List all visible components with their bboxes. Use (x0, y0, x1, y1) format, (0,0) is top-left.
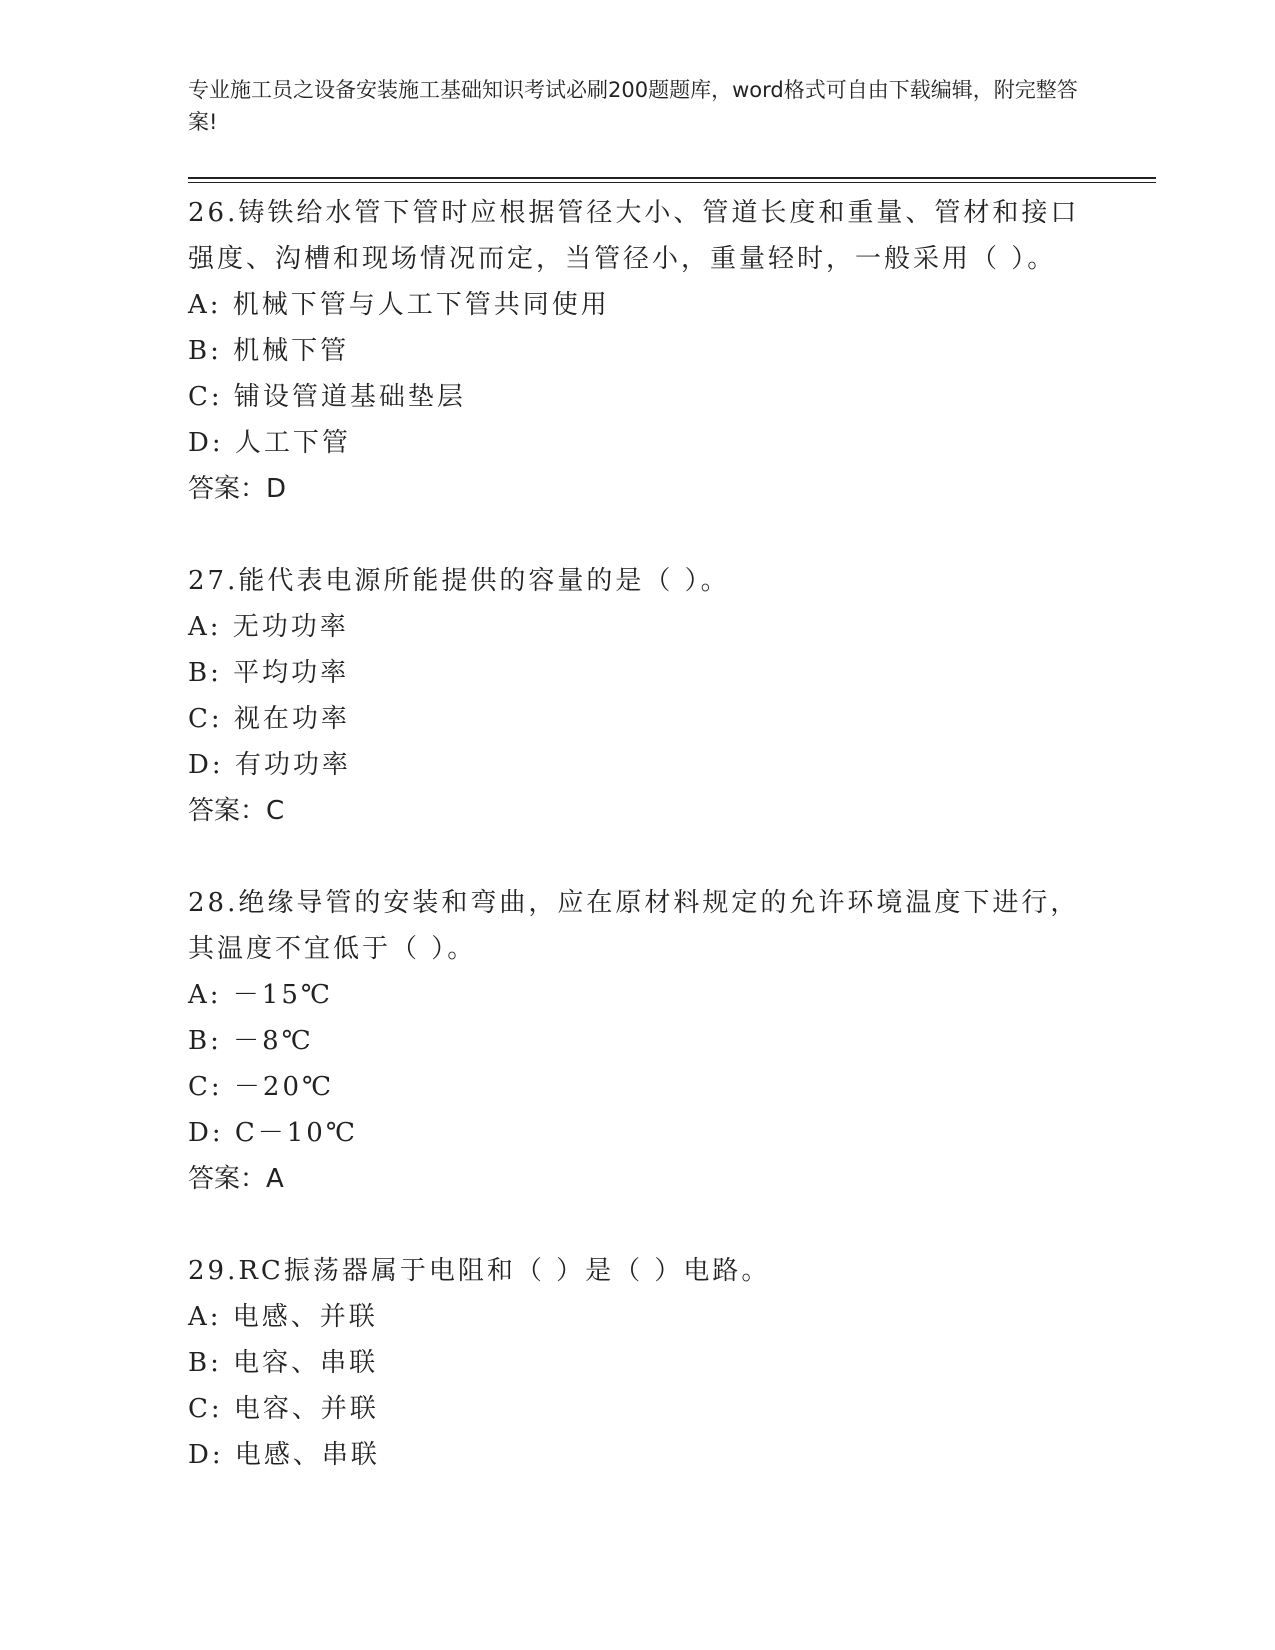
option-c: C: 视在功率 (188, 704, 350, 734)
option-a: A: 电感、并联 (188, 1302, 378, 1332)
option-d: D: 人工下管 (188, 428, 351, 458)
spacer (188, 1202, 1098, 1248)
option-a: A: 无功功率 (188, 612, 349, 642)
header-rule-thin (188, 182, 1156, 183)
option-d: D: 电感、串联 (188, 1440, 380, 1470)
answer: 答案：C (188, 796, 285, 826)
answer: 答案：D (188, 474, 287, 504)
option-b: B: 机械下管 (188, 336, 350, 366)
question-stem: 29.RC振荡器属于电阻和（ ）是（ ）电路。 (188, 1256, 771, 1286)
question-list (188, 190, 1098, 1478)
question-26 (188, 190, 1098, 512)
option-a: A: 机械下管与人工下管共同使用 (188, 290, 610, 320)
question-stem: 28.绝缘导管的安装和弯曲，应在原材料规定的允许环境温度下进行，其温度不宜低于（ ）。 (188, 888, 1080, 964)
option-c: C: 电容、并联 (188, 1394, 379, 1424)
question-stem: 27.能代表电源所能提供的容量的是（ ）。 (188, 566, 730, 596)
option-d: D: C－10℃ (188, 1118, 358, 1148)
option-b: B: 电容、串联 (188, 1348, 379, 1378)
option-b: B: －8℃ (188, 1026, 314, 1056)
question-stem: 26.铸铁给水管下管时应根据管径大小、管道长度和重量、管材和接口强度、沟槽和现场情况而定，当管径小，重量轻时，一般采用（ ）。 (188, 198, 1080, 274)
spacer (188, 834, 1098, 880)
question-28 (188, 880, 1098, 1202)
spacer (188, 512, 1098, 558)
question-29 (188, 1248, 1098, 1478)
option-c: C: －20℃ (188, 1072, 335, 1102)
answer: 答案：A (188, 1164, 284, 1194)
option-b: B: 平均功率 (188, 658, 350, 688)
question-27 (188, 558, 1098, 834)
option-d: D: 有功功率 (188, 750, 351, 780)
option-a: A: －15℃ (188, 980, 333, 1010)
option-c: C: 铺设管道基础垫层 (188, 382, 466, 412)
document-header: 专业施工员之设备安装施工基础知识考试必刷200题题库，word格式可自由下载编辑，附完整答案! (188, 78, 1078, 134)
header-rule-thick (188, 177, 1156, 179)
